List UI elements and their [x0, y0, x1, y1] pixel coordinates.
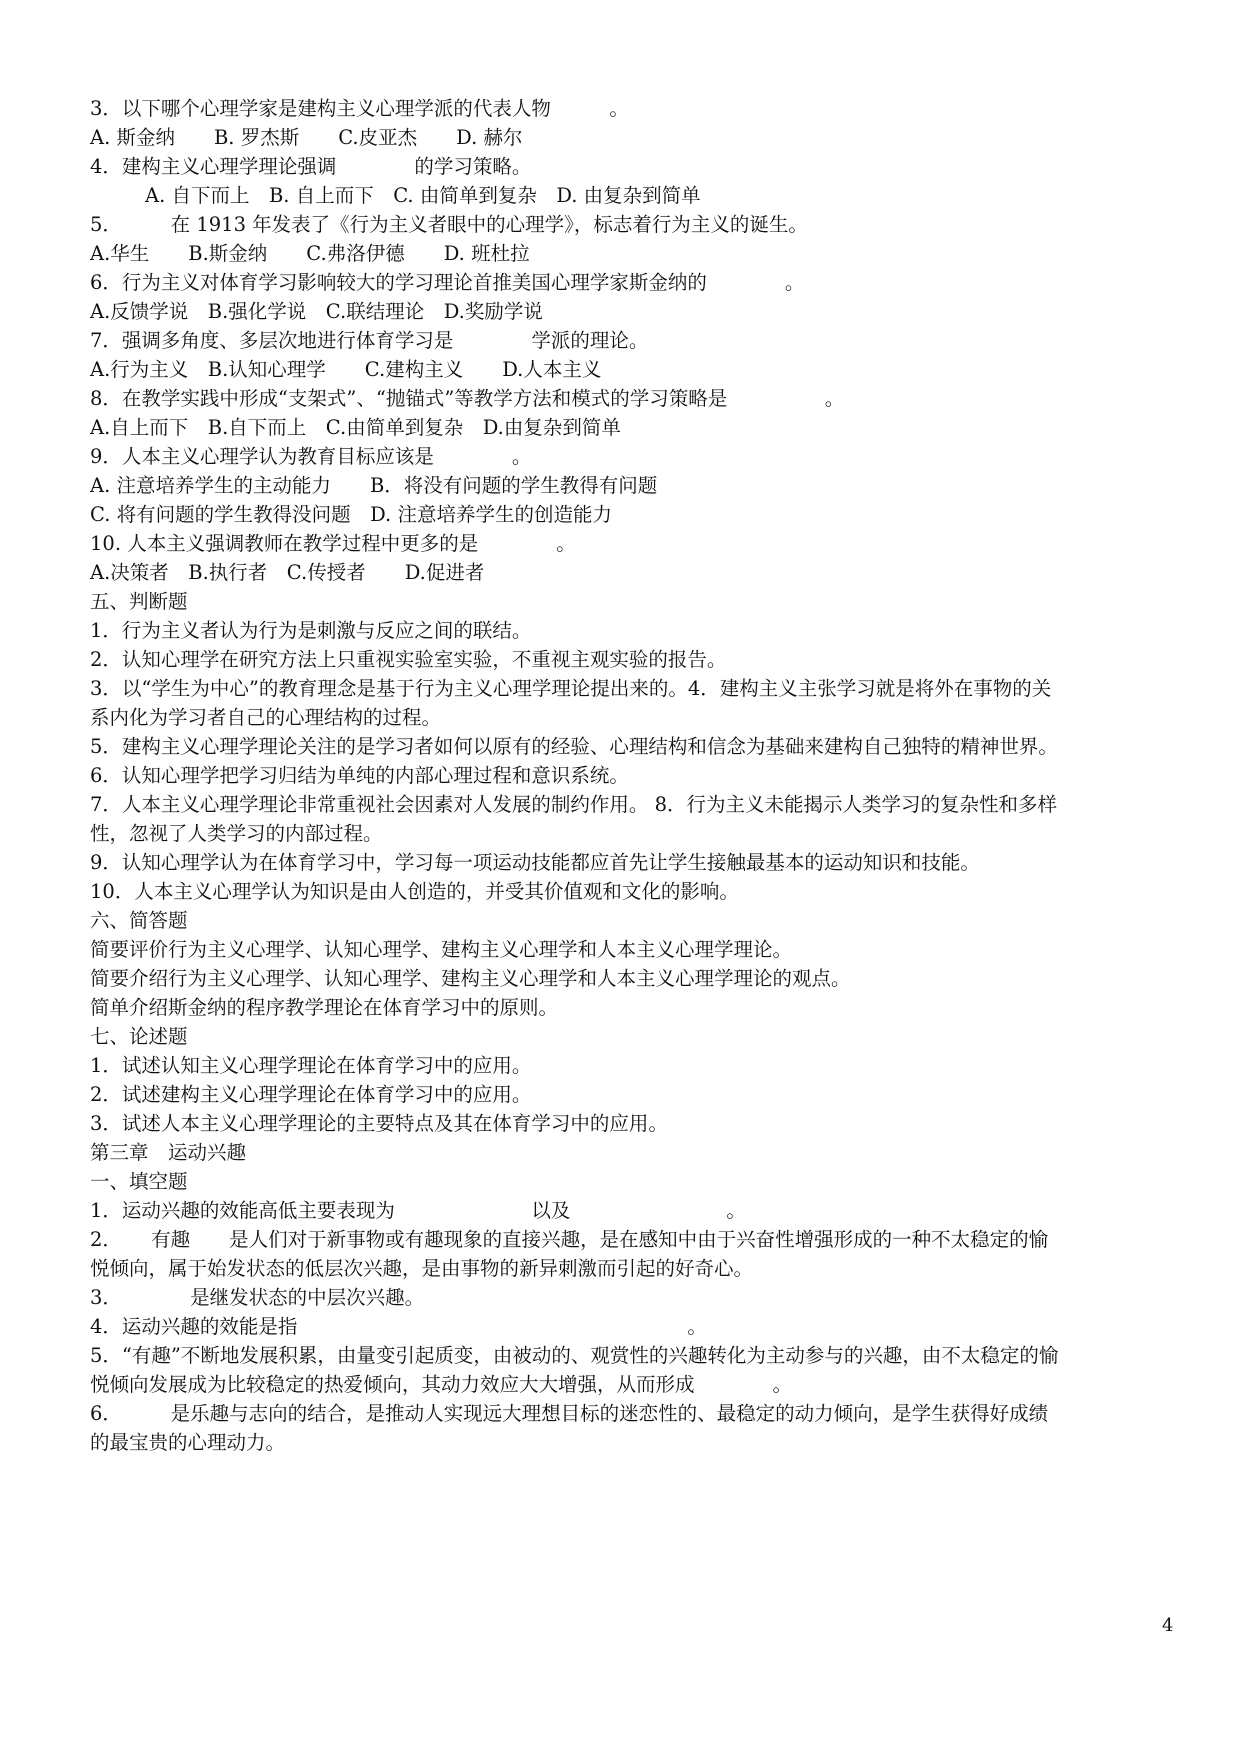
short-answer-1: 简要评价行为主义心理学、认知心理学、建构主义心理学和人本主义心理学理论。: [90, 938, 793, 961]
short-answer-2: 简要介绍行为主义心理学、认知心理学、建构主义心理学和人本主义心理学理论的观点。: [90, 967, 851, 990]
chapter-heading: 第三章 运动兴趣: [90, 1141, 247, 1164]
judgment-4-cont: 系内化为学习者自己的心理结构的过程。: [90, 706, 442, 729]
question-3: 3．以下哪个心理学家是建构主义心理学派的代表人物 。: [90, 97, 629, 120]
fill-blank-1: 1．运动兴趣的效能高低主要表现为 以及 。: [90, 1199, 746, 1222]
options-6: A.反馈学说 B.强化学说 C.联结理论 D.奖励学说: [90, 300, 543, 323]
section-heading-short-answer: 六、简答题: [90, 909, 188, 932]
options-3: A. 斯金纳 B. 罗杰斯 C.皮亚杰 D. 赫尔: [90, 126, 523, 149]
question-4: 4．建构主义心理学理论强调 的学习策略。: [90, 155, 532, 178]
fill-blank-6: 6． 是乐趣与志向的结合，是推动人实现远大理想目标的迷恋性的、最稳定的动力倾向，是学生获得好成绩: [90, 1402, 1049, 1425]
options-7: A.行为主义 B.认知心理学 C.建构主义 D.人本主义: [90, 358, 602, 381]
fill-blank-4: 4．运动兴趣的效能是指 。: [90, 1315, 707, 1338]
question-9: 9．人本主义心理学认为教育目标应该是 。: [90, 445, 532, 468]
judgment-10: 10．人本主义心理学认为知识是由人创造的，并受其价值观和文化的影响。: [90, 880, 739, 903]
options-4: A. 自下而上 B. 自上而下 C. 由简单到复杂 D. 由复杂到简单: [145, 184, 701, 207]
question-6: 6．行为主义对体育学习影响较大的学习理论首推美国心理学家斯金纳的 。: [90, 271, 805, 294]
judgment-8-cont: 性，忽视了人类学习的内部过程。: [90, 822, 383, 845]
fill-blank-3: 3． 是继发状态的中层次兴趣。: [90, 1286, 425, 1309]
options-5: A.华生 B.斯金纳 C.弗洛伊德 D. 班杜拉: [90, 242, 530, 265]
judgment-7-8: 7．人本主义心理学理论非常重视社会因素对人发展的制约作用。 8．行为主义未能揭示人类学习的复杂性和多样: [90, 793, 1058, 816]
options-9-ab: A. 注意培养学生的主动能力 B．将没有问题的学生教得有问题: [90, 474, 658, 497]
question-10: 10. 人本主义强调教师在教学过程中更多的是 。: [90, 532, 576, 555]
fill-blank-5-cont: 悦倾向发展成为比较稳定的热爱倾向，其动力效应大大增强，从而形成 。: [90, 1373, 793, 1396]
fill-blank-2: 2． 有趣 是人们对于新事物或有趣现象的直接兴趣，是在感知中由于兴奋性增强形成的一种不太稳定的愉: [90, 1228, 1049, 1251]
fill-blank-2-cont: 悦倾向，属于始发状态的低层次兴趣，是由事物的新异刺激而引起的好奇心。: [90, 1257, 754, 1280]
question-5: 5． 在 1913 年发表了《行为主义者眼中的心理学》，标志着行为主义的诞生。: [90, 213, 808, 236]
judgment-6: 6．认知心理学把学习归结为单纯的内部心理过程和意识系统。: [90, 764, 629, 787]
judgment-5: 5．建构主义心理学理论关注的是学习者如何以原有的经验、心理结构和信念为基础来建构自己独特的精神世界。: [90, 735, 1058, 758]
options-9-cd: C. 将有问题的学生教得没问题 D. 注意培养学生的创造能力: [90, 503, 612, 526]
judgment-2: 2．认知心理学在研究方法上只重视实验室实验，不重视主观实验的报告。: [90, 648, 727, 671]
page-number: 4: [1162, 1615, 1174, 1636]
essay-1: 1．试述认知主义心理学理论在体育学习中的应用。: [90, 1054, 532, 1077]
question-7: 7．强调多角度、多层次地进行体育学习是 学派的理论。: [90, 329, 649, 352]
judgment-3-4: 3．以“学生为中心”的教育理念是基于行为主义心理学理论提出来的。4．建构主义主张学习就是将外在事物的关: [90, 677, 1052, 700]
judgment-9: 9．认知心理学认为在体育学习中，学习每一项运动技能都应首先让学生接触最基本的运动知识和技能。: [90, 851, 980, 874]
section-heading-fill-blank: 一、填空题: [90, 1170, 188, 1193]
options-10: A.决策者 B.执行者 C.传授者 D.促进者: [90, 561, 485, 584]
fill-blank-6-cont: 的最宝贵的心理动力。: [90, 1431, 286, 1454]
options-8: A.自上而下 B.自下而上 C.由简单到复杂 D.由复杂到简单: [90, 416, 621, 439]
fill-blank-5: 5．“有趣”不断地发展积累，由量变引起质变，由被动的、观赏性的兴趣转化为主动参与的兴趣，由不太稳定的愉: [90, 1344, 1059, 1367]
section-heading-essay: 七、论述题: [90, 1025, 188, 1048]
essay-2: 2．试述建构主义心理学理论在体育学习中的应用。: [90, 1083, 532, 1106]
short-answer-3: 简单介绍斯金纳的程序教学理论在体育学习中的原则。: [90, 996, 559, 1019]
judgment-1: 1．行为主义者认为行为是刺激与反应之间的联结。: [90, 619, 532, 642]
essay-3: 3．试述人本主义心理学理论的主要特点及其在体育学习中的应用。: [90, 1112, 668, 1135]
section-heading-judgment: 五、判断题: [90, 590, 188, 613]
question-8: 8．在教学实践中形成“支架式”、“抛锚式”等教学方法和模式的学习策略是 。: [90, 387, 845, 410]
